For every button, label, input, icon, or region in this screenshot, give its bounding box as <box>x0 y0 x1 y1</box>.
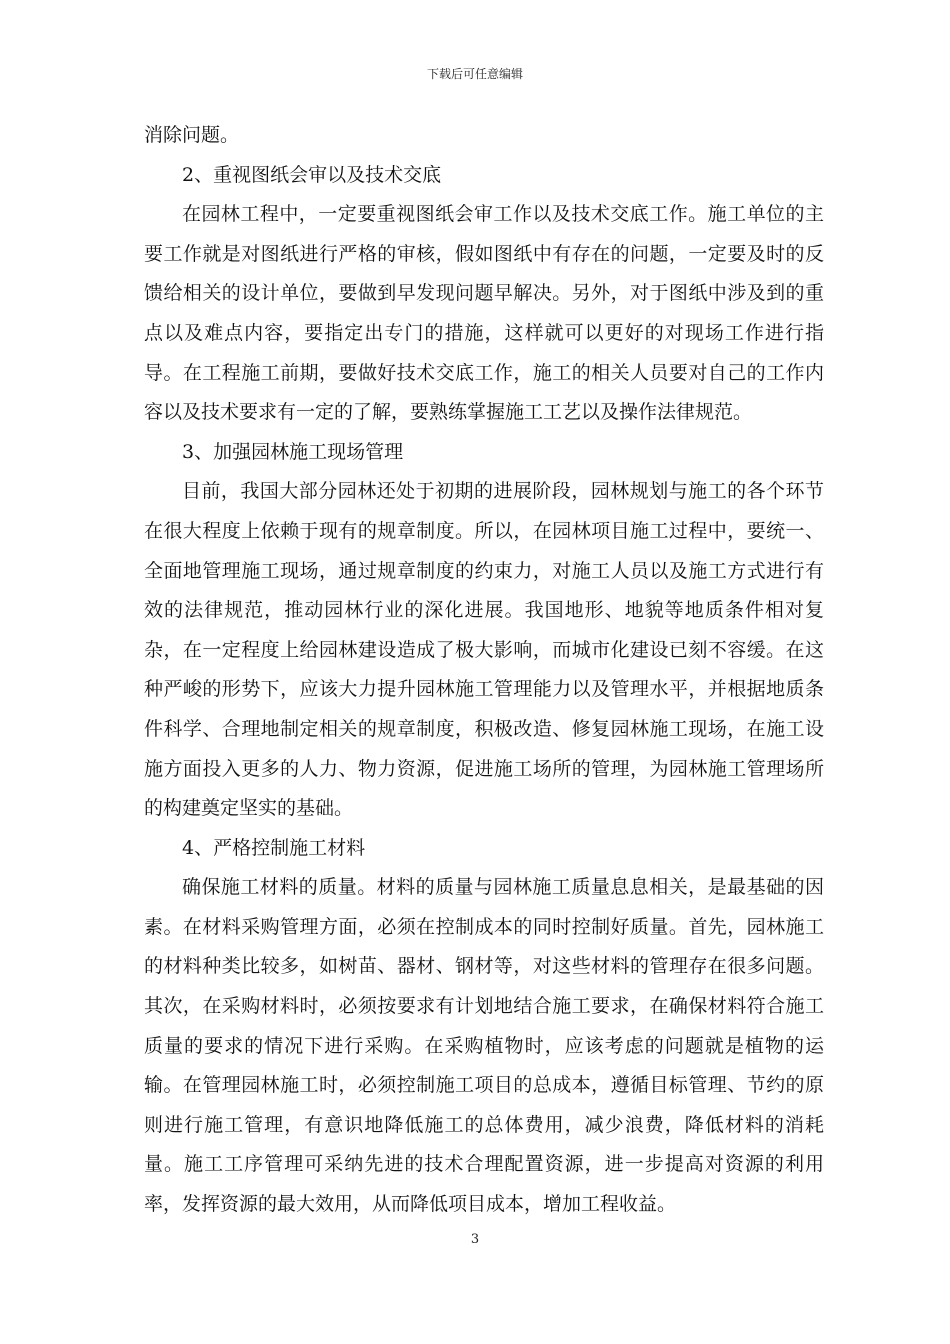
paragraph-continuation: 消除问题。 <box>144 124 240 146</box>
paragraph-materials-control: 确保施工材料的质量。材料的质量与园林施工质量息息相关，是最基础的因素。在材料采购管理方面，必须在控制成本的同时控制好质量。首先，园林施工的材料种类比较多，如树苗、器材、钢材等，对这些材料的管理存在很多问题。其次，在采购材料时，必须按要求有计划地结合施工要求，在确保材料符合施工质量的要求的情况下进行采购。在采购植物时，应该考虑的问题就是植物的运输。在管理园林施工时，必须控制施工项目的总成本，遵循目标管理、节约的原则进行施工管理，有意识地降低施工的总体费用，减少浪费，降低材料的消耗量。施工工序管理可采纳先进的技术合理配置资源，进一步提高对资源的利用率，发挥资源的最大效用，从而降低项目成本，增加工程收益。 <box>144 876 824 1216</box>
paragraph-site-management: 目前，我国大部分园林还处于初期的进展阶段，园林规划与施工的各个环节在很大程度上依赖于现有的规章制度。所以，在园林项目施工过程中，要统一、全面地管理施工现场，通过规章制度的约束力，对施工人员以及施工方式进行有效的法律规范，推动园林行业的深化进展。我国地形、地貌等地质条件相对复杂，在一定程度上给园林建设造成了极大影响，而城市化建设已刻不容缓。在这种严峻的形势下，应该大力提升园林施工管理能力以及管理水平，并根据地质条件科学、合理地制定相关的规章制度，积极改造、修复园林施工现场，在施工设施方面投入更多的人力、物力资源，促进施工场所的管理，为园林施工管理场所的构建奠定坚实的基础。 <box>144 480 824 820</box>
page-number: 3 <box>470 1232 480 1247</box>
section-heading-3: 3、加强园林施工现场管理 <box>182 440 404 463</box>
paragraph-drawing-review: 在园林工程中，一定要重视图纸会审工作以及技术交底工作。施工单位的主要工作就是对图纸进行严格的审核，假如图纸中有存在的问题，一定要及时的反馈给相关的设计单位，要做到早发现问题早解决。另外，对于图纸中涉及到的重点以及难点内容，要指定出专门的措施，这样就可以更好的对现场工作进行指导。在工程施工前期，要做好技术交底工作，施工的相关人员要对自己的工作内容以及技术要求有一定的了解，要熟练掌握施工工艺以及操作法律规范。 <box>144 203 824 424</box>
page-header: 下载后可任意编辑 <box>426 67 523 81</box>
section-heading-4: 4、严格控制施工材料 <box>182 836 366 859</box>
document-body <box>144 116 824 1225</box>
section-heading-2: 2、重视图纸会审以及技术交底 <box>182 163 442 186</box>
